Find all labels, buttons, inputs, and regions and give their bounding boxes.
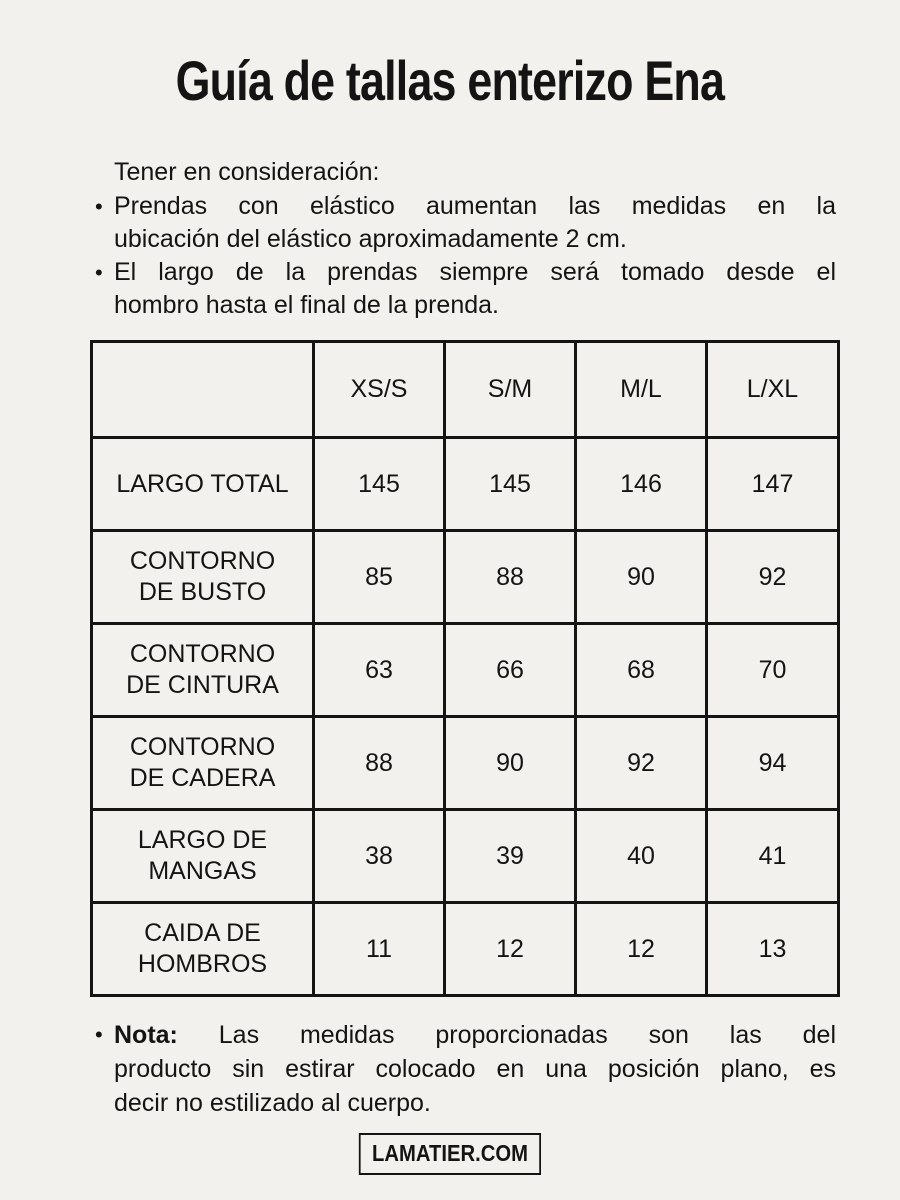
size-value: 70 xyxy=(707,624,839,717)
consideration-line: El largo de la prendas siempre será tomado desde el xyxy=(114,258,836,286)
consideration-item xyxy=(95,190,836,256)
consideration-line: Prendas con elástico aumentan las medidas en la xyxy=(114,192,836,220)
size-value: 12 xyxy=(576,903,707,996)
size-table-header xyxy=(92,342,839,438)
considerations-section xyxy=(95,156,836,322)
row-label: LARGO DE MANGAS xyxy=(92,810,314,903)
size-value: 90 xyxy=(576,531,707,624)
considerations-list xyxy=(95,190,836,322)
size-value: 38 xyxy=(314,810,445,903)
size-value: 12 xyxy=(445,903,576,996)
size-value: 145 xyxy=(314,438,445,531)
size-value: 13 xyxy=(707,903,839,996)
column-header-m-l: M/L xyxy=(576,342,707,438)
size-value: 145 xyxy=(445,438,576,531)
table-row xyxy=(92,438,839,531)
size-table xyxy=(90,340,840,997)
size-value: 68 xyxy=(576,624,707,717)
row-label: CAIDA DE HOMBROS xyxy=(92,903,314,996)
note-line: decir no estilizado al cuerpo. xyxy=(114,1089,431,1117)
size-value: 39 xyxy=(445,810,576,903)
note-line: producto sin estirar colocado en una posición plano, es xyxy=(114,1055,836,1083)
corner-cell xyxy=(92,342,314,438)
size-value: 92 xyxy=(707,531,839,624)
table-row xyxy=(92,624,839,717)
size-value: 66 xyxy=(445,624,576,717)
page-title-text: Guía de tallas enterizo Ena xyxy=(175,49,725,112)
header-row xyxy=(92,342,839,438)
table-row xyxy=(92,717,839,810)
table-row xyxy=(92,810,839,903)
note-line xyxy=(114,1018,836,1052)
size-value: 11 xyxy=(314,903,445,996)
size-value: 63 xyxy=(314,624,445,717)
row-label: CONTORNO DE BUSTO xyxy=(92,531,314,624)
size-value: 147 xyxy=(707,438,839,531)
size-table-body xyxy=(92,438,839,996)
size-value: 40 xyxy=(576,810,707,903)
brand-badge: LAMATIER.COM xyxy=(359,1133,541,1175)
column-header-xs-s: XS/S xyxy=(314,342,445,438)
consideration-line: hombro hasta el final de la prenda. xyxy=(114,291,499,319)
size-value: 146 xyxy=(576,438,707,531)
size-value: 92 xyxy=(576,717,707,810)
bullet-icon: • xyxy=(95,1022,103,1047)
note-section xyxy=(95,1018,836,1120)
column-header-s-m: S/M xyxy=(445,342,576,438)
size-value: 88 xyxy=(445,531,576,624)
note-line-rest: Las medidas proporcionadas son las del xyxy=(218,1021,836,1049)
row-label: CONTORNO DE CADERA xyxy=(92,717,314,810)
row-label: LARGO TOTAL xyxy=(92,438,314,531)
note-label: Nota: xyxy=(114,1021,178,1049)
column-header-l-xl: L/XL xyxy=(707,342,839,438)
considerations-heading: Tener en consideración: xyxy=(114,158,380,186)
bullet-icon: • xyxy=(95,260,103,285)
note-body xyxy=(95,1018,836,1120)
table-row xyxy=(92,531,839,624)
row-label: CONTORNO DE CINTURA xyxy=(92,624,314,717)
size-value: 94 xyxy=(707,717,839,810)
consideration-line: ubicación del elástico aproximadamente 2 cm. xyxy=(114,225,627,253)
size-value: 88 xyxy=(314,717,445,810)
table-row xyxy=(92,903,839,996)
size-value: 90 xyxy=(445,717,576,810)
bullet-icon: • xyxy=(95,194,103,219)
size-value: 85 xyxy=(314,531,445,624)
size-value: 41 xyxy=(707,810,839,903)
consideration-item xyxy=(95,256,836,322)
page-title xyxy=(0,50,900,112)
